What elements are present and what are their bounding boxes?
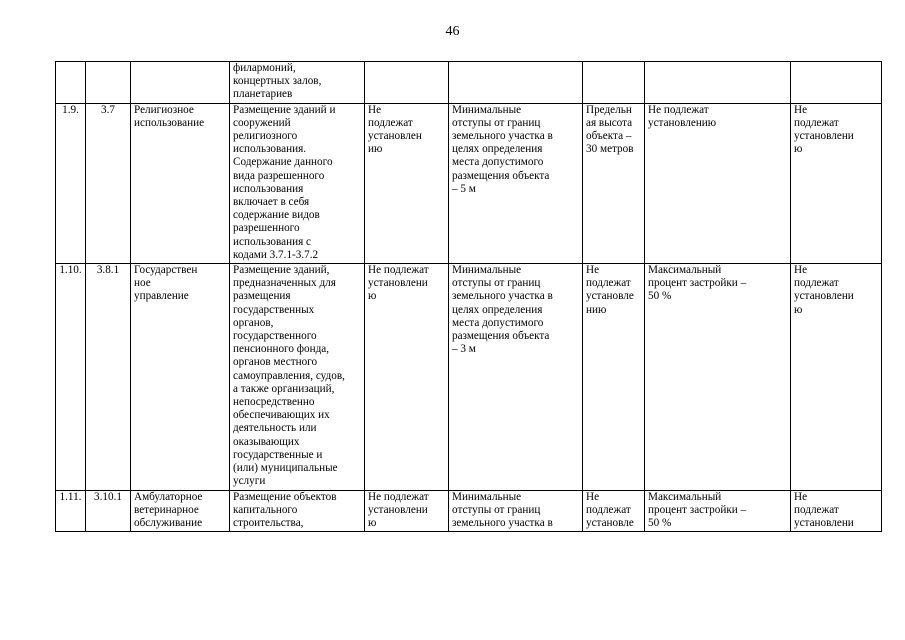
cell-text-line: Максимальный xyxy=(648,490,722,503)
cell-text-line: органов местного xyxy=(233,356,318,369)
cell-text-line: Не подлежат xyxy=(368,264,429,277)
cell-text-line: отступы от границ xyxy=(452,116,541,129)
cell-text-line: процент застройки – xyxy=(648,277,747,290)
cell-text-line: установлен xyxy=(368,130,422,143)
cell-text-line: строительства, xyxy=(233,516,304,529)
cell-text-line: размещения xyxy=(233,290,291,303)
cell-text-line: религиозного xyxy=(233,130,298,143)
cell-text-line: ая высота xyxy=(586,116,633,129)
row-number-cell: 1.9. xyxy=(56,103,86,263)
cell-text-line: государственных xyxy=(233,303,315,316)
cell-text-line: подлежат xyxy=(794,116,839,129)
cell-text-line: установлени xyxy=(794,516,854,529)
use-description-cell xyxy=(230,490,365,532)
cell-text-line: целях определения xyxy=(452,303,543,316)
cell-text-line: Размещение зданий и xyxy=(233,103,336,116)
cell-text-line: непосредственно xyxy=(233,396,315,409)
cell-text-line: капитального xyxy=(233,503,298,516)
cell-text-line: установлени xyxy=(794,290,854,303)
cell-text-line: государственного xyxy=(233,330,317,343)
cell-text-line: оказывающих xyxy=(233,435,300,448)
cell-text-line: ию xyxy=(368,143,383,156)
cell-text-line: установле xyxy=(586,290,634,303)
use-description-cell xyxy=(230,62,365,104)
table-row xyxy=(56,103,882,263)
max-height-cell xyxy=(583,103,645,263)
use-name-cell xyxy=(131,62,230,104)
cell-text-line: установле xyxy=(586,516,634,529)
cell-text-line: Минимальные xyxy=(452,264,522,277)
cell-text-line: ю xyxy=(794,143,803,156)
cell-text-line: использование xyxy=(134,116,205,129)
cell-text-line: Размещение объектов xyxy=(233,490,337,503)
cell-text-line: содержание видов xyxy=(233,209,320,222)
table-body xyxy=(56,62,882,532)
cell-text-line: планетариев xyxy=(233,88,293,101)
cell-text-line: установлени xyxy=(368,503,428,516)
cell-text-line: концертных залов, xyxy=(233,75,322,88)
cell-text-line: установлени xyxy=(794,130,854,143)
cell-text-line: подлежат xyxy=(368,116,413,129)
cell-text-line: нию xyxy=(586,303,607,316)
cell-text-line: размещения объекта xyxy=(452,330,550,343)
cell-text-line: Не xyxy=(586,264,600,277)
cell-text-line: органов, xyxy=(233,316,274,329)
cell-text-line: использования. xyxy=(233,143,307,156)
cell-text-line: Максимальный xyxy=(648,264,722,277)
cell-text-line: пенсионного фонда, xyxy=(233,343,330,356)
cell-text-line: Не xyxy=(794,264,808,277)
cell-text-line: отступы от границ xyxy=(452,503,541,516)
other-params-cell xyxy=(791,490,882,532)
cell-text-line: использования с xyxy=(233,235,312,248)
row-number-cell: 1.11. xyxy=(56,490,86,532)
cell-text-line: – 3 м xyxy=(452,343,476,356)
cell-text-line: Амбулаторное xyxy=(134,490,203,503)
use-name-cell xyxy=(131,490,230,532)
cell-text-line: размещения объекта xyxy=(452,169,550,182)
cell-text-line: – 5 м xyxy=(452,182,476,195)
zoning-regulations-table xyxy=(55,61,882,532)
cell-text-line: самоуправления, судов, xyxy=(233,369,345,382)
cell-text-line: кодами 3.7.1-3.7.2 xyxy=(233,248,319,261)
min-plot-size-cell xyxy=(365,490,449,532)
cell-text-line: услуги xyxy=(233,475,266,488)
min-setback-cell xyxy=(449,62,583,104)
max-coverage-cell xyxy=(645,490,791,532)
table-row xyxy=(56,264,882,490)
cell-text-line: а также организаций, xyxy=(233,382,335,395)
use-description-cell xyxy=(230,103,365,263)
cell-text-line: обслуживание xyxy=(134,516,203,529)
cell-text-line: Религиозное xyxy=(134,103,194,116)
cell-text-line: сооружений xyxy=(233,116,291,129)
min-plot-size-cell xyxy=(365,264,449,490)
other-params-cell xyxy=(791,264,882,490)
cell-text-line: 50 % xyxy=(648,290,672,303)
row-number-cell xyxy=(56,62,86,104)
cell-text-line: земельного участка в xyxy=(452,290,553,303)
min-setback-cell xyxy=(449,103,583,263)
cell-text-line: Минимальные xyxy=(452,490,522,503)
cell-text-line: Не подлежат xyxy=(648,103,709,116)
cell-text-line: Содержание данного xyxy=(233,156,333,169)
cell-text-line: Не xyxy=(794,490,808,503)
cell-text-line: предназначенных для xyxy=(233,277,336,290)
cell-text-line: включает в себя xyxy=(233,196,310,209)
cell-text-line: Не xyxy=(586,490,600,503)
cell-text-line: установлению xyxy=(648,116,717,129)
min-setback-cell xyxy=(449,264,583,490)
cell-text-line: 50 % xyxy=(648,516,672,529)
cell-text-line: вида разрешенного xyxy=(233,169,325,182)
cell-text-line: места допустимого xyxy=(452,316,544,329)
cell-text-line: (или) муниципальные xyxy=(233,462,338,475)
cell-text-line: ю xyxy=(368,290,377,303)
cell-text-line: Минимальные xyxy=(452,103,522,116)
max-height-cell xyxy=(583,490,645,532)
cell-text-line: филармоний, xyxy=(233,62,296,74)
cell-text-line: ю xyxy=(794,303,803,316)
cell-text-line: государственные и xyxy=(233,448,323,461)
cell-text-line: земельного участка в xyxy=(452,130,553,143)
cell-text-line: объекта – xyxy=(586,130,632,143)
other-params-cell xyxy=(791,62,882,104)
use-code-cell: 3.7 xyxy=(86,103,131,263)
cell-text-line: Не xyxy=(368,103,382,116)
max-coverage-cell xyxy=(645,103,791,263)
cell-text-line: места допустимого xyxy=(452,156,544,169)
use-code-cell: 3.10.1 xyxy=(86,490,131,532)
cell-text-line: Размещение зданий, xyxy=(233,264,330,277)
max-height-cell xyxy=(583,264,645,490)
cell-text-line: Государствен xyxy=(134,264,198,277)
cell-text-line: деятельность или xyxy=(233,422,317,435)
use-name-cell xyxy=(131,264,230,490)
use-code-cell: 3.8.1 xyxy=(86,264,131,490)
cell-text-line: Не xyxy=(794,103,808,116)
cell-text-line: Не подлежат xyxy=(368,490,429,503)
cell-text-line: ное xyxy=(134,277,151,290)
cell-text-line: разрешенного xyxy=(233,222,300,235)
table-row xyxy=(56,490,882,532)
cell-text-line: использования xyxy=(233,182,304,195)
cell-text-line: подлежат xyxy=(586,503,631,516)
cell-text-line: отступы от границ xyxy=(452,277,541,290)
cell-text-line: целях определения xyxy=(452,143,543,156)
min-plot-size-cell xyxy=(365,103,449,263)
min-setback-cell xyxy=(449,490,583,532)
cell-text-line: подлежат xyxy=(586,277,631,290)
max-height-cell xyxy=(583,62,645,104)
table-row xyxy=(56,62,882,104)
cell-text-line: управление xyxy=(134,290,189,303)
cell-text-line: ветеринарное xyxy=(134,503,199,516)
cell-text-line: подлежат xyxy=(794,277,839,290)
cell-text-line: ю xyxy=(368,516,377,529)
cell-text-line: обеспечивающих их xyxy=(233,409,330,422)
use-name-cell xyxy=(131,103,230,263)
cell-text-line: 30 метров xyxy=(586,143,634,156)
max-coverage-cell xyxy=(645,62,791,104)
use-description-cell xyxy=(230,264,365,490)
other-params-cell xyxy=(791,103,882,263)
cell-text-line: подлежат xyxy=(794,503,839,516)
min-plot-size-cell xyxy=(365,62,449,104)
max-coverage-cell xyxy=(645,264,791,490)
cell-text-line: установлени xyxy=(368,277,428,290)
cell-text-line: Предельн xyxy=(586,103,632,116)
use-code-cell xyxy=(86,62,131,104)
page-number: 46 xyxy=(445,24,460,39)
row-number-cell: 1.10. xyxy=(56,264,86,490)
cell-text-line: земельного участка в xyxy=(452,516,553,529)
cell-text-line: процент застройки – xyxy=(648,503,747,516)
